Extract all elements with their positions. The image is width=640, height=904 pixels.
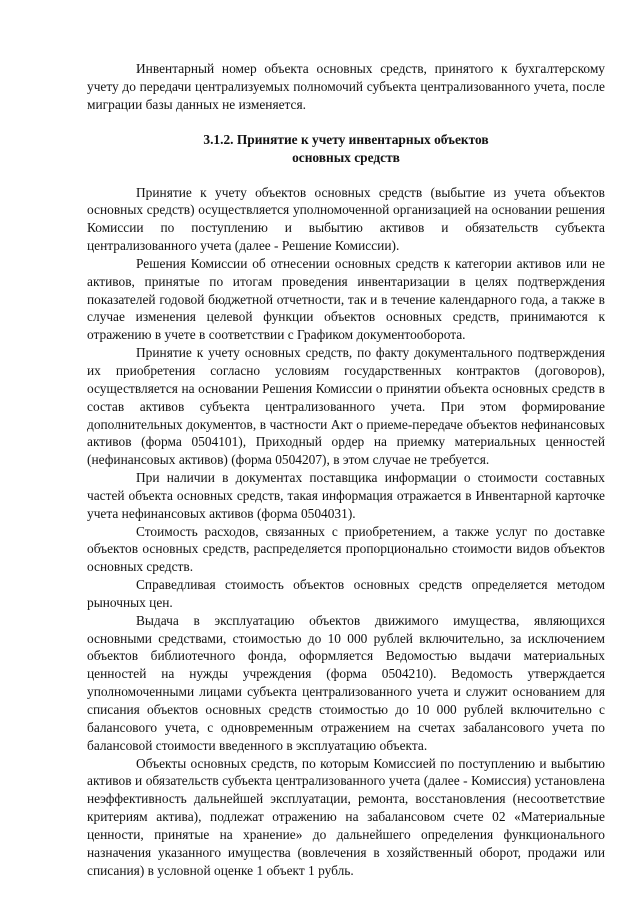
section-heading-line-1: 3.1.2. Принятие к учету инвентарных объектов	[203, 131, 489, 147]
section-heading-line-2: основных средств	[292, 149, 400, 165]
body-paragraph-5: Стоимость расходов, связанных с приобретением, а также услуг по доставке объектов основных средств, распределяется пропорционально стоимости видов объектов основных средств.	[87, 523, 605, 575]
body-paragraph-7: Выдача в эксплуатацию объектов движимого имущества, являющихся основными средствами, стоимостью до 10 000 рублей включительно, за исключением объектов библиотечного фонда, оформляется Ведомостью выдачи материальных ценностей на нужды учреждения (форма 0504210). Ведомость утверждается уполномоченными лицами субъекта централизованного учета и служит основанием для списания объектов основных средств стоимостью до 10 000 рублей включительно с балансового учета, с одновременным отражением на счетах забалансового учета по балансовой стоимости введенного в эксплуатацию объекта.	[87, 612, 605, 753]
body-paragraph-8: Объекты основных средств, по которым Комиссией по поступлению и выбытию активов и обязательств субъекта централизованного учета (далее - Комиссия) установлена неэффективность дальнейшей эксплуатации, ремонта, восстановления (несоответствие критериям актива), подлежат отражению на забалансовом счете 02 «Материальные ценности, принятые на хранение» до дальнейшего определения функционального назначения указанного имущества (вовлечения в хозяйственный оборот, продажи или списания) в условной оценке 1 объект 1 рубль.	[87, 755, 605, 878]
body-paragraph-3: Принятие к учету основных средств, по факту документального подтверждения их приобретения согласно условиям государственных контрактов (договоров), осуществляется на основании Решения Комиссии о принятии объекта основных средств в состав активов субъекта централизованного учета. При этом формирование дополнительных документов, в частности Акт о приеме-передаче объектов нефинансовых активов (форма 0504101), Приходный ордер на приемку материальных ценностей (нефинансовых активов) (форма 0504207), в этом случае не требуется.	[87, 345, 605, 468]
body-paragraph-6: Справедливая стоимость объектов основных средств определяется методом рыночных цен.	[87, 577, 605, 610]
body-paragraph-2: Решения Комиссии об отнесении основных средств к категории активов или не активов, принятые по итогам проведения инвентаризации в целях подтверждения показателей годовой бюджетной отчетности, так и в течение календарного года, а также в случае изменения целевой функции объектов основных средств, принимаются к отражению в учете в соответствии с Графиком документооборота.	[87, 255, 605, 343]
section-heading	[87, 131, 605, 167]
document-page	[87, 60, 605, 879]
body-paragraph-1: Принятие к учету объектов основных средств (выбытие из учета объектов основных средств) осуществляется уполномоченной организацией на основании решения Комиссии по поступлению и выбытию активов и обязательств субъекта централизованного учета (далее - Решение Комиссии).	[87, 184, 605, 254]
intro-paragraph: Инвентарный номер объекта основных средств, принятого к бухгалтерскому учету до передачи централизуемых полномочий субъекта централизованного учета, после миграции базы данных не изменяется.	[87, 61, 605, 112]
body-paragraph-4: При наличии в документах поставщика информации о стоимости составных частей объекта основных средств, такая информация отражается в Инвентарной карточке учета нефинансовых активов (форма 0504031).	[87, 470, 605, 521]
